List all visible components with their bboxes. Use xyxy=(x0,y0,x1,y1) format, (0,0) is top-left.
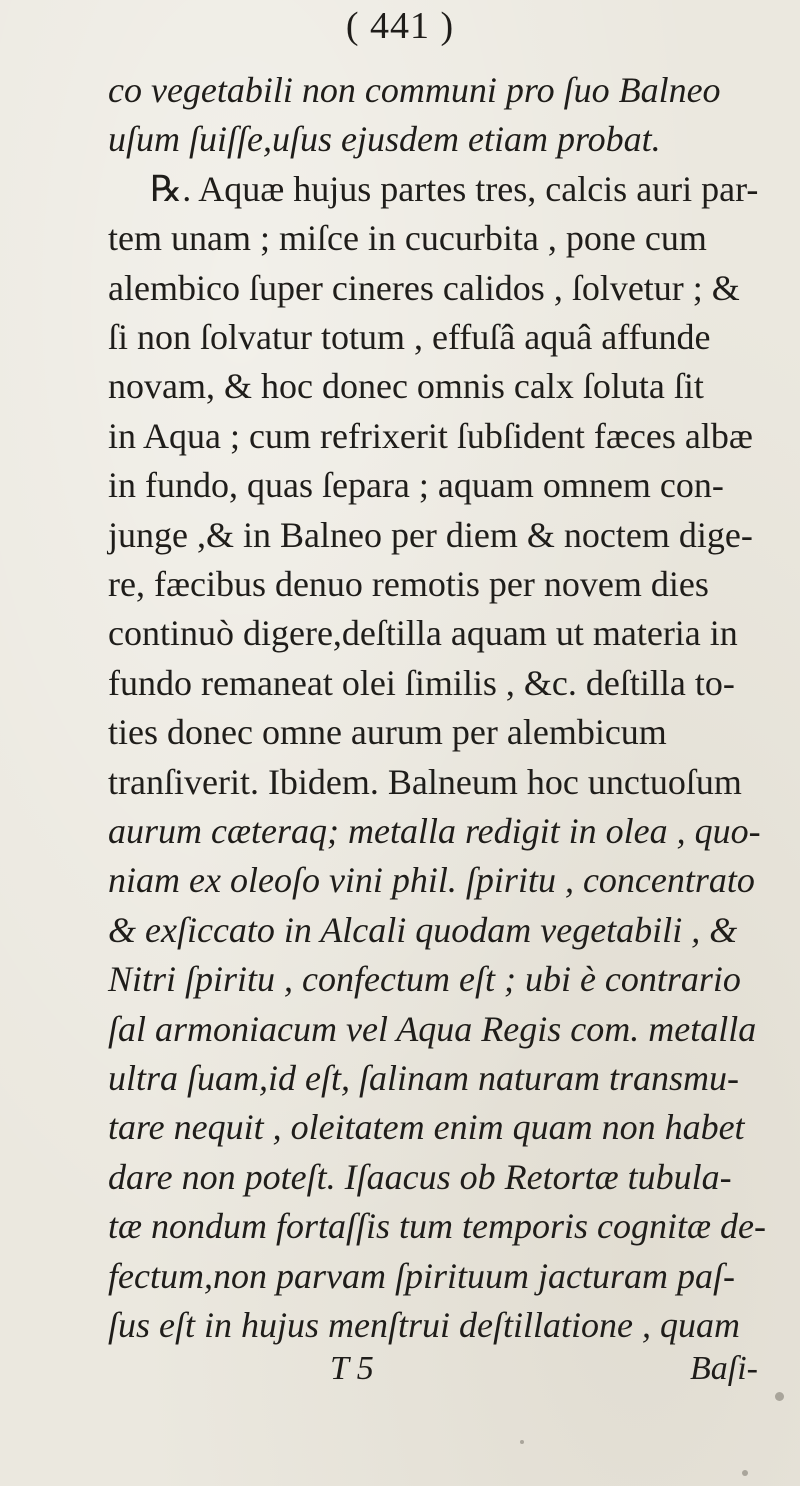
signature-mark: T 5 xyxy=(330,1350,374,1387)
text-line: uſum ſuiſſe,uſus ejusdem etiam probat. xyxy=(108,119,661,160)
text-line: alembico ſuper cineres calidos , ſolvetur ; & xyxy=(108,267,740,308)
text-line: in fundo, quas ſepara ; aquam omnem con- xyxy=(108,465,724,506)
text-line: re, fæcibus denuo remotis per novem dies xyxy=(108,564,709,604)
text-line: Nitri ſpiritu , confectum eſt ; ubi è contrario xyxy=(108,959,741,1000)
text-line: ſus eſt in hujus menſtrui deſtillatione , quam xyxy=(108,1305,740,1345)
text-line: novam, & hoc donec omnis calx ſoluta ſit xyxy=(108,366,704,407)
paper-speck xyxy=(742,1470,748,1476)
paper-speck xyxy=(775,1392,784,1401)
text-line: fectum,non parvam ſpirituum jacturam paſ- xyxy=(108,1255,735,1296)
text-line: fundo remaneat olei ſimilis , &c. deſtilla to- xyxy=(108,662,735,703)
text-line: tem unam ; miſce in cucurbita , pone cum xyxy=(108,218,707,259)
text-line: aurum cæteraq; metalla redigit in olea , quo- xyxy=(108,811,761,851)
text-line: ties donec omne aurum per alembicum xyxy=(108,712,667,753)
text-line: tranſiverit. Ibidem. Balneum hoc unctuoſum xyxy=(108,761,742,802)
paper-speck xyxy=(520,1440,524,1444)
catchword: Baſi- xyxy=(690,1350,758,1387)
text-line: tare nequit , oleitatem enim quam non habet xyxy=(108,1107,745,1148)
text-line: in Aqua ; cum refrixerit ſubſident fæces albæ xyxy=(108,415,753,456)
text-line: & exſiccato in Alcali quodam vegetabili , & xyxy=(108,909,738,950)
text-line: junge ,& in Balneo per diem & noctem dige- xyxy=(108,514,753,555)
text-line: niam ex oleoſo vini phil. ſpiritu , concentrato xyxy=(108,860,755,901)
text-line: continuò digere,deſtilla aquam ut materia in xyxy=(108,613,738,654)
text-line: tæ nondum fortaſſis tum temporis cognitæ de- xyxy=(108,1206,767,1247)
page-number: ( 441 ) xyxy=(345,5,455,47)
text-line: ℞. Aquæ hujus partes tres, calcis auri par- xyxy=(150,168,759,209)
text-line: ſal armoniacum vel Aqua Regis com. metalla xyxy=(108,1008,757,1049)
text-line: ſi non ſolvatur totum , effuſâ aquâ affunde xyxy=(108,317,711,357)
text-line: dare non poteſt. Iſaacus ob Retortæ tubula- xyxy=(108,1156,732,1197)
text-line: co vegetabili non communi pro ſuo Balneo xyxy=(108,70,721,110)
text-line: ultra ſuam,id eſt, ſalinam naturam transmu- xyxy=(108,1058,740,1098)
